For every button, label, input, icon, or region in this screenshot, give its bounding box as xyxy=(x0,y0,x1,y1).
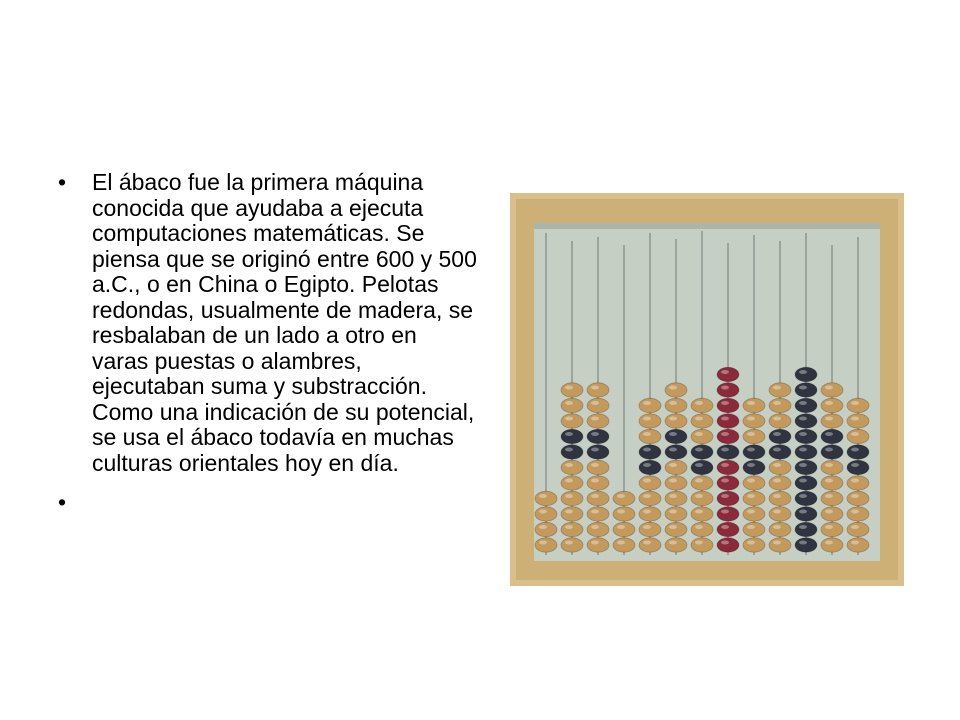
abacus-bead xyxy=(847,460,869,474)
abacus-bead xyxy=(639,507,661,521)
abacus-bead-highlight xyxy=(643,541,651,545)
abacus-bead xyxy=(665,522,687,536)
bullet-text-2 xyxy=(92,490,478,515)
abacus-bead-highlight xyxy=(825,417,833,421)
abacus-bead-highlight xyxy=(721,525,729,529)
abacus-bead xyxy=(613,507,635,521)
bullet-dot-icon: • xyxy=(58,169,67,195)
abacus-bead-highlight xyxy=(721,541,729,545)
abacus-bead-highlight xyxy=(825,525,833,529)
abacus-bead xyxy=(769,445,791,459)
abacus-bead xyxy=(587,538,609,552)
abacus-bead-highlight xyxy=(721,448,729,452)
abacus-bead xyxy=(795,507,817,521)
abacus-bead-highlight xyxy=(721,401,729,405)
abacus-bead-highlight xyxy=(721,370,729,374)
abacus-bead xyxy=(587,460,609,474)
abacus-bead-highlight xyxy=(617,494,625,498)
abacus-bead xyxy=(561,476,583,490)
abacus-bead-highlight xyxy=(565,479,573,483)
abacus-bead xyxy=(769,398,791,412)
abacus-bead-highlight xyxy=(565,448,573,452)
abacus-bead xyxy=(717,460,739,474)
abacus-bead xyxy=(561,522,583,536)
abacus-bead xyxy=(847,538,869,552)
abacus-bead xyxy=(795,398,817,412)
abacus-bead xyxy=(561,538,583,552)
abacus-bead-highlight xyxy=(773,525,781,529)
abacus-bead xyxy=(691,460,713,474)
abacus-bead xyxy=(561,491,583,505)
abacus-bead xyxy=(717,491,739,505)
abacus-bead xyxy=(665,445,687,459)
abacus-bead-highlight xyxy=(747,479,755,483)
abacus-bead-highlight xyxy=(747,432,755,436)
abacus-bead-highlight xyxy=(617,525,625,529)
abacus-bead xyxy=(665,414,687,428)
abacus-bead-highlight xyxy=(669,401,677,405)
abacus-bead-highlight xyxy=(721,463,729,467)
abacus-bead xyxy=(847,414,869,428)
abacus-bead xyxy=(769,383,791,397)
abacus-bead xyxy=(717,522,739,536)
abacus-bead-highlight xyxy=(565,510,573,514)
abacus-bead xyxy=(743,538,765,552)
abacus-bead xyxy=(743,507,765,521)
abacus-bead xyxy=(639,476,661,490)
abacus-image xyxy=(510,193,904,586)
abacus-bead xyxy=(561,414,583,428)
abacus-bead xyxy=(795,476,817,490)
abacus-bead xyxy=(717,507,739,521)
abacus-bead-highlight xyxy=(695,463,703,467)
abacus-bead xyxy=(587,383,609,397)
abacus-bead-highlight xyxy=(825,541,833,545)
abacus-bead xyxy=(795,491,817,505)
abacus-bead xyxy=(535,491,557,505)
abacus-bead xyxy=(847,476,869,490)
abacus-bead-highlight xyxy=(799,386,807,390)
abacus-bead-highlight xyxy=(747,448,755,452)
abacus-bead xyxy=(795,445,817,459)
abacus-bead xyxy=(821,538,843,552)
abacus-bead xyxy=(691,507,713,521)
abacus-bead xyxy=(613,522,635,536)
abacus-bead-highlight xyxy=(591,386,599,390)
abacus-bead xyxy=(717,414,739,428)
bullet-text-1: El ábaco fue la primera máquina conocida que ayudaba a ejecuta computaciones matemáticas. Se piensa que se originó entre 600 y 500 a.C., o en China o Egipto. Pelotas redondas, usualmente de madera, se resbalaban de un lado a otro en varas puestas o alambres, ejecutaban suma y substracción. Como una indicación de su potencial, se usa el ábaco todavía en muchas culturas orientales hoy en día. xyxy=(92,169,477,476)
bullet-item-1 xyxy=(58,170,478,476)
abacus-bead xyxy=(639,460,661,474)
abacus-bead-highlight xyxy=(747,541,755,545)
abacus-bead-highlight xyxy=(799,417,807,421)
abacus-bead-highlight xyxy=(565,401,573,405)
abacus-bead xyxy=(717,367,739,381)
abacus-bead-highlight xyxy=(669,479,677,483)
abacus-bead xyxy=(613,538,635,552)
abacus-bead-highlight xyxy=(591,448,599,452)
abacus-bead xyxy=(639,491,661,505)
abacus-bead-highlight xyxy=(643,479,651,483)
abacus-bead xyxy=(847,445,869,459)
abacus-bead-highlight xyxy=(669,525,677,529)
abacus-bead xyxy=(639,445,661,459)
abacus-bead xyxy=(665,476,687,490)
abacus-bead xyxy=(769,522,791,536)
abacus-bead xyxy=(769,491,791,505)
abacus-bead-highlight xyxy=(799,370,807,374)
abacus-bead-highlight xyxy=(669,417,677,421)
abacus-bead-highlight xyxy=(591,525,599,529)
abacus-bead xyxy=(847,429,869,443)
abacus-bead xyxy=(717,538,739,552)
abacus-bead xyxy=(561,383,583,397)
abacus-bead-highlight xyxy=(643,448,651,452)
abacus-bead xyxy=(691,445,713,459)
abacus-bead xyxy=(535,522,557,536)
abacus-bead-highlight xyxy=(695,494,703,498)
abacus-bead-highlight xyxy=(747,494,755,498)
abacus-bead xyxy=(587,414,609,428)
abacus-bead xyxy=(821,491,843,505)
abacus-bead-highlight xyxy=(747,401,755,405)
abacus-bead xyxy=(743,460,765,474)
abacus-bead-highlight xyxy=(747,417,755,421)
abacus-bead xyxy=(743,445,765,459)
abacus-bead-highlight xyxy=(591,401,599,405)
abacus-bead-highlight xyxy=(851,525,859,529)
abacus-bead-highlight xyxy=(695,525,703,529)
abacus-bead xyxy=(743,429,765,443)
abacus-bead xyxy=(691,476,713,490)
abacus-bead-highlight xyxy=(565,541,573,545)
abacus-bead xyxy=(795,460,817,474)
abacus-bead xyxy=(639,429,661,443)
abacus-bead-highlight xyxy=(669,386,677,390)
abacus-bead-highlight xyxy=(695,479,703,483)
abacus-bead-highlight xyxy=(591,479,599,483)
abacus-bead xyxy=(639,398,661,412)
abacus-bead-highlight xyxy=(825,479,833,483)
abacus-bead xyxy=(691,522,713,536)
abacus-bead-highlight xyxy=(747,510,755,514)
abacus-bead xyxy=(769,414,791,428)
abacus-bead xyxy=(665,507,687,521)
abacus-bead xyxy=(665,383,687,397)
abacus-bead-highlight xyxy=(799,463,807,467)
abacus-bead-highlight xyxy=(643,463,651,467)
abacus-bead-highlight xyxy=(643,510,651,514)
abacus-bead xyxy=(743,414,765,428)
abacus-bead xyxy=(821,398,843,412)
abacus-bead-highlight xyxy=(669,448,677,452)
abacus-bead xyxy=(795,522,817,536)
abacus-bead-highlight xyxy=(591,432,599,436)
abacus-board-top-shadow xyxy=(534,223,880,229)
abacus-bead-highlight xyxy=(539,525,547,529)
abacus-bead-highlight xyxy=(565,494,573,498)
abacus-bead xyxy=(821,383,843,397)
abacus-bead xyxy=(743,476,765,490)
abacus-bead-highlight xyxy=(825,448,833,452)
abacus-bead-highlight xyxy=(565,525,573,529)
abacus-bead-highlight xyxy=(695,432,703,436)
abacus-bead-highlight xyxy=(669,510,677,514)
bullet-dot-icon: • xyxy=(58,489,67,515)
abacus-bead-highlight xyxy=(773,417,781,421)
abacus-bead-highlight xyxy=(851,494,859,498)
abacus-bead-highlight xyxy=(565,463,573,467)
abacus-bead xyxy=(691,491,713,505)
abacus-bead-highlight xyxy=(539,494,547,498)
abacus-bead xyxy=(743,398,765,412)
abacus-bead-highlight xyxy=(825,432,833,436)
abacus-bead-highlight xyxy=(851,479,859,483)
abacus-bead xyxy=(587,522,609,536)
abacus-bead xyxy=(795,414,817,428)
abacus-bead-highlight xyxy=(851,432,859,436)
abacus-bead xyxy=(821,476,843,490)
abacus-bead-highlight xyxy=(669,432,677,436)
abacus-bead xyxy=(769,538,791,552)
abacus-photo-icon xyxy=(510,193,904,586)
abacus-bead xyxy=(717,398,739,412)
abacus-bead-highlight xyxy=(773,494,781,498)
abacus-bead xyxy=(795,383,817,397)
abacus-bead-highlight xyxy=(799,494,807,498)
abacus-bead-highlight xyxy=(799,479,807,483)
abacus-bead-highlight xyxy=(773,541,781,545)
abacus-bead-highlight xyxy=(695,417,703,421)
abacus-bead-highlight xyxy=(591,463,599,467)
abacus-bead-highlight xyxy=(799,510,807,514)
abacus-bead xyxy=(639,522,661,536)
abacus-bead-highlight xyxy=(565,386,573,390)
abacus-bead xyxy=(821,507,843,521)
abacus-bead xyxy=(587,398,609,412)
bullet-item-2 xyxy=(58,490,478,515)
abacus-bead-highlight xyxy=(747,525,755,529)
abacus-bead xyxy=(717,476,739,490)
abacus-bead xyxy=(587,429,609,443)
abacus-bead-highlight xyxy=(799,525,807,529)
abacus-bead xyxy=(561,398,583,412)
abacus-bead-highlight xyxy=(799,401,807,405)
abacus-bead xyxy=(821,460,843,474)
abacus-bead-highlight xyxy=(825,463,833,467)
abacus-bead xyxy=(587,507,609,521)
abacus-bead-highlight xyxy=(721,494,729,498)
abacus-bead-highlight xyxy=(643,525,651,529)
abacus-bead xyxy=(561,429,583,443)
abacus-bead-highlight xyxy=(643,432,651,436)
abacus-bead-highlight xyxy=(695,541,703,545)
abacus-bead-highlight xyxy=(747,463,755,467)
abacus-bead xyxy=(821,445,843,459)
abacus-bead xyxy=(847,522,869,536)
abacus-bead xyxy=(847,398,869,412)
abacus-bead-highlight xyxy=(695,510,703,514)
abacus-bead-highlight xyxy=(617,541,625,545)
abacus-bead-highlight xyxy=(851,463,859,467)
abacus-bead-highlight xyxy=(721,417,729,421)
abacus-bead xyxy=(717,445,739,459)
abacus-bead xyxy=(613,491,635,505)
abacus-bead-highlight xyxy=(591,417,599,421)
abacus-bead xyxy=(665,460,687,474)
abacus-bead-highlight xyxy=(695,448,703,452)
abacus-bead-highlight xyxy=(721,479,729,483)
abacus-bead xyxy=(587,445,609,459)
abacus-bead xyxy=(769,507,791,521)
abacus-bead xyxy=(587,476,609,490)
abacus-bead-highlight xyxy=(695,401,703,405)
abacus-bead xyxy=(535,538,557,552)
abacus-bead-highlight xyxy=(773,432,781,436)
abacus-bead xyxy=(743,491,765,505)
abacus-bead-highlight xyxy=(591,494,599,498)
abacus-bead xyxy=(691,538,713,552)
abacus-bead xyxy=(587,491,609,505)
abacus-bead-highlight xyxy=(825,494,833,498)
abacus-bead xyxy=(535,507,557,521)
abacus-bead-highlight xyxy=(851,448,859,452)
abacus-bead-highlight xyxy=(825,386,833,390)
abacus-bead-highlight xyxy=(643,417,651,421)
abacus-bead-highlight xyxy=(721,432,729,436)
abacus-bead xyxy=(821,522,843,536)
abacus-bead-highlight xyxy=(565,432,573,436)
abacus-bead xyxy=(795,429,817,443)
abacus-bead xyxy=(769,429,791,443)
abacus-bead xyxy=(639,414,661,428)
abacus-bead-highlight xyxy=(799,432,807,436)
abacus-bead xyxy=(769,476,791,490)
abacus-bead xyxy=(665,491,687,505)
abacus-bead-highlight xyxy=(773,463,781,467)
abacus-bead-highlight xyxy=(851,417,859,421)
abacus-bead-highlight xyxy=(825,510,833,514)
abacus-bead-highlight xyxy=(851,541,859,545)
abacus-bead xyxy=(665,538,687,552)
abacus-bead xyxy=(717,429,739,443)
abacus-bead-highlight xyxy=(825,401,833,405)
abacus-bead-highlight xyxy=(565,417,573,421)
abacus-bead-highlight xyxy=(799,448,807,452)
abacus-bead-highlight xyxy=(591,541,599,545)
abacus-bead-highlight xyxy=(799,541,807,545)
abacus-bead-highlight xyxy=(643,401,651,405)
abacus-bead-highlight xyxy=(721,386,729,390)
abacus-bead xyxy=(821,429,843,443)
abacus-bead-highlight xyxy=(773,386,781,390)
abacus-bead xyxy=(847,507,869,521)
abacus-bead xyxy=(847,491,869,505)
abacus-bead xyxy=(561,445,583,459)
abacus-bead-highlight xyxy=(643,494,651,498)
abacus-bead-highlight xyxy=(669,463,677,467)
abacus-bead xyxy=(717,383,739,397)
abacus-bead-highlight xyxy=(773,448,781,452)
abacus-bead xyxy=(795,367,817,381)
abacus-bead xyxy=(769,460,791,474)
abacus-bead-highlight xyxy=(617,510,625,514)
abacus-bead-highlight xyxy=(539,541,547,545)
abacus-bead-highlight xyxy=(721,510,729,514)
abacus-bead-highlight xyxy=(773,479,781,483)
abacus-bead-highlight xyxy=(591,510,599,514)
abacus-bead xyxy=(821,414,843,428)
abacus-bead-highlight xyxy=(773,401,781,405)
abacus-bead xyxy=(691,429,713,443)
abacus-bead xyxy=(691,398,713,412)
abacus-bead xyxy=(561,460,583,474)
abacus-bead-highlight xyxy=(851,510,859,514)
abacus-bead xyxy=(561,507,583,521)
abacus-bead-highlight xyxy=(669,541,677,545)
abacus-bead xyxy=(795,538,817,552)
abacus-bead-highlight xyxy=(851,401,859,405)
abacus-bead xyxy=(665,398,687,412)
abacus-bead-highlight xyxy=(539,510,547,514)
abacus-bead xyxy=(665,429,687,443)
abacus-bead xyxy=(691,414,713,428)
abacus-bead-highlight xyxy=(669,494,677,498)
bullet-list xyxy=(58,170,478,529)
abacus-bead xyxy=(743,522,765,536)
abacus-bead-highlight xyxy=(773,510,781,514)
abacus-bead xyxy=(639,538,661,552)
